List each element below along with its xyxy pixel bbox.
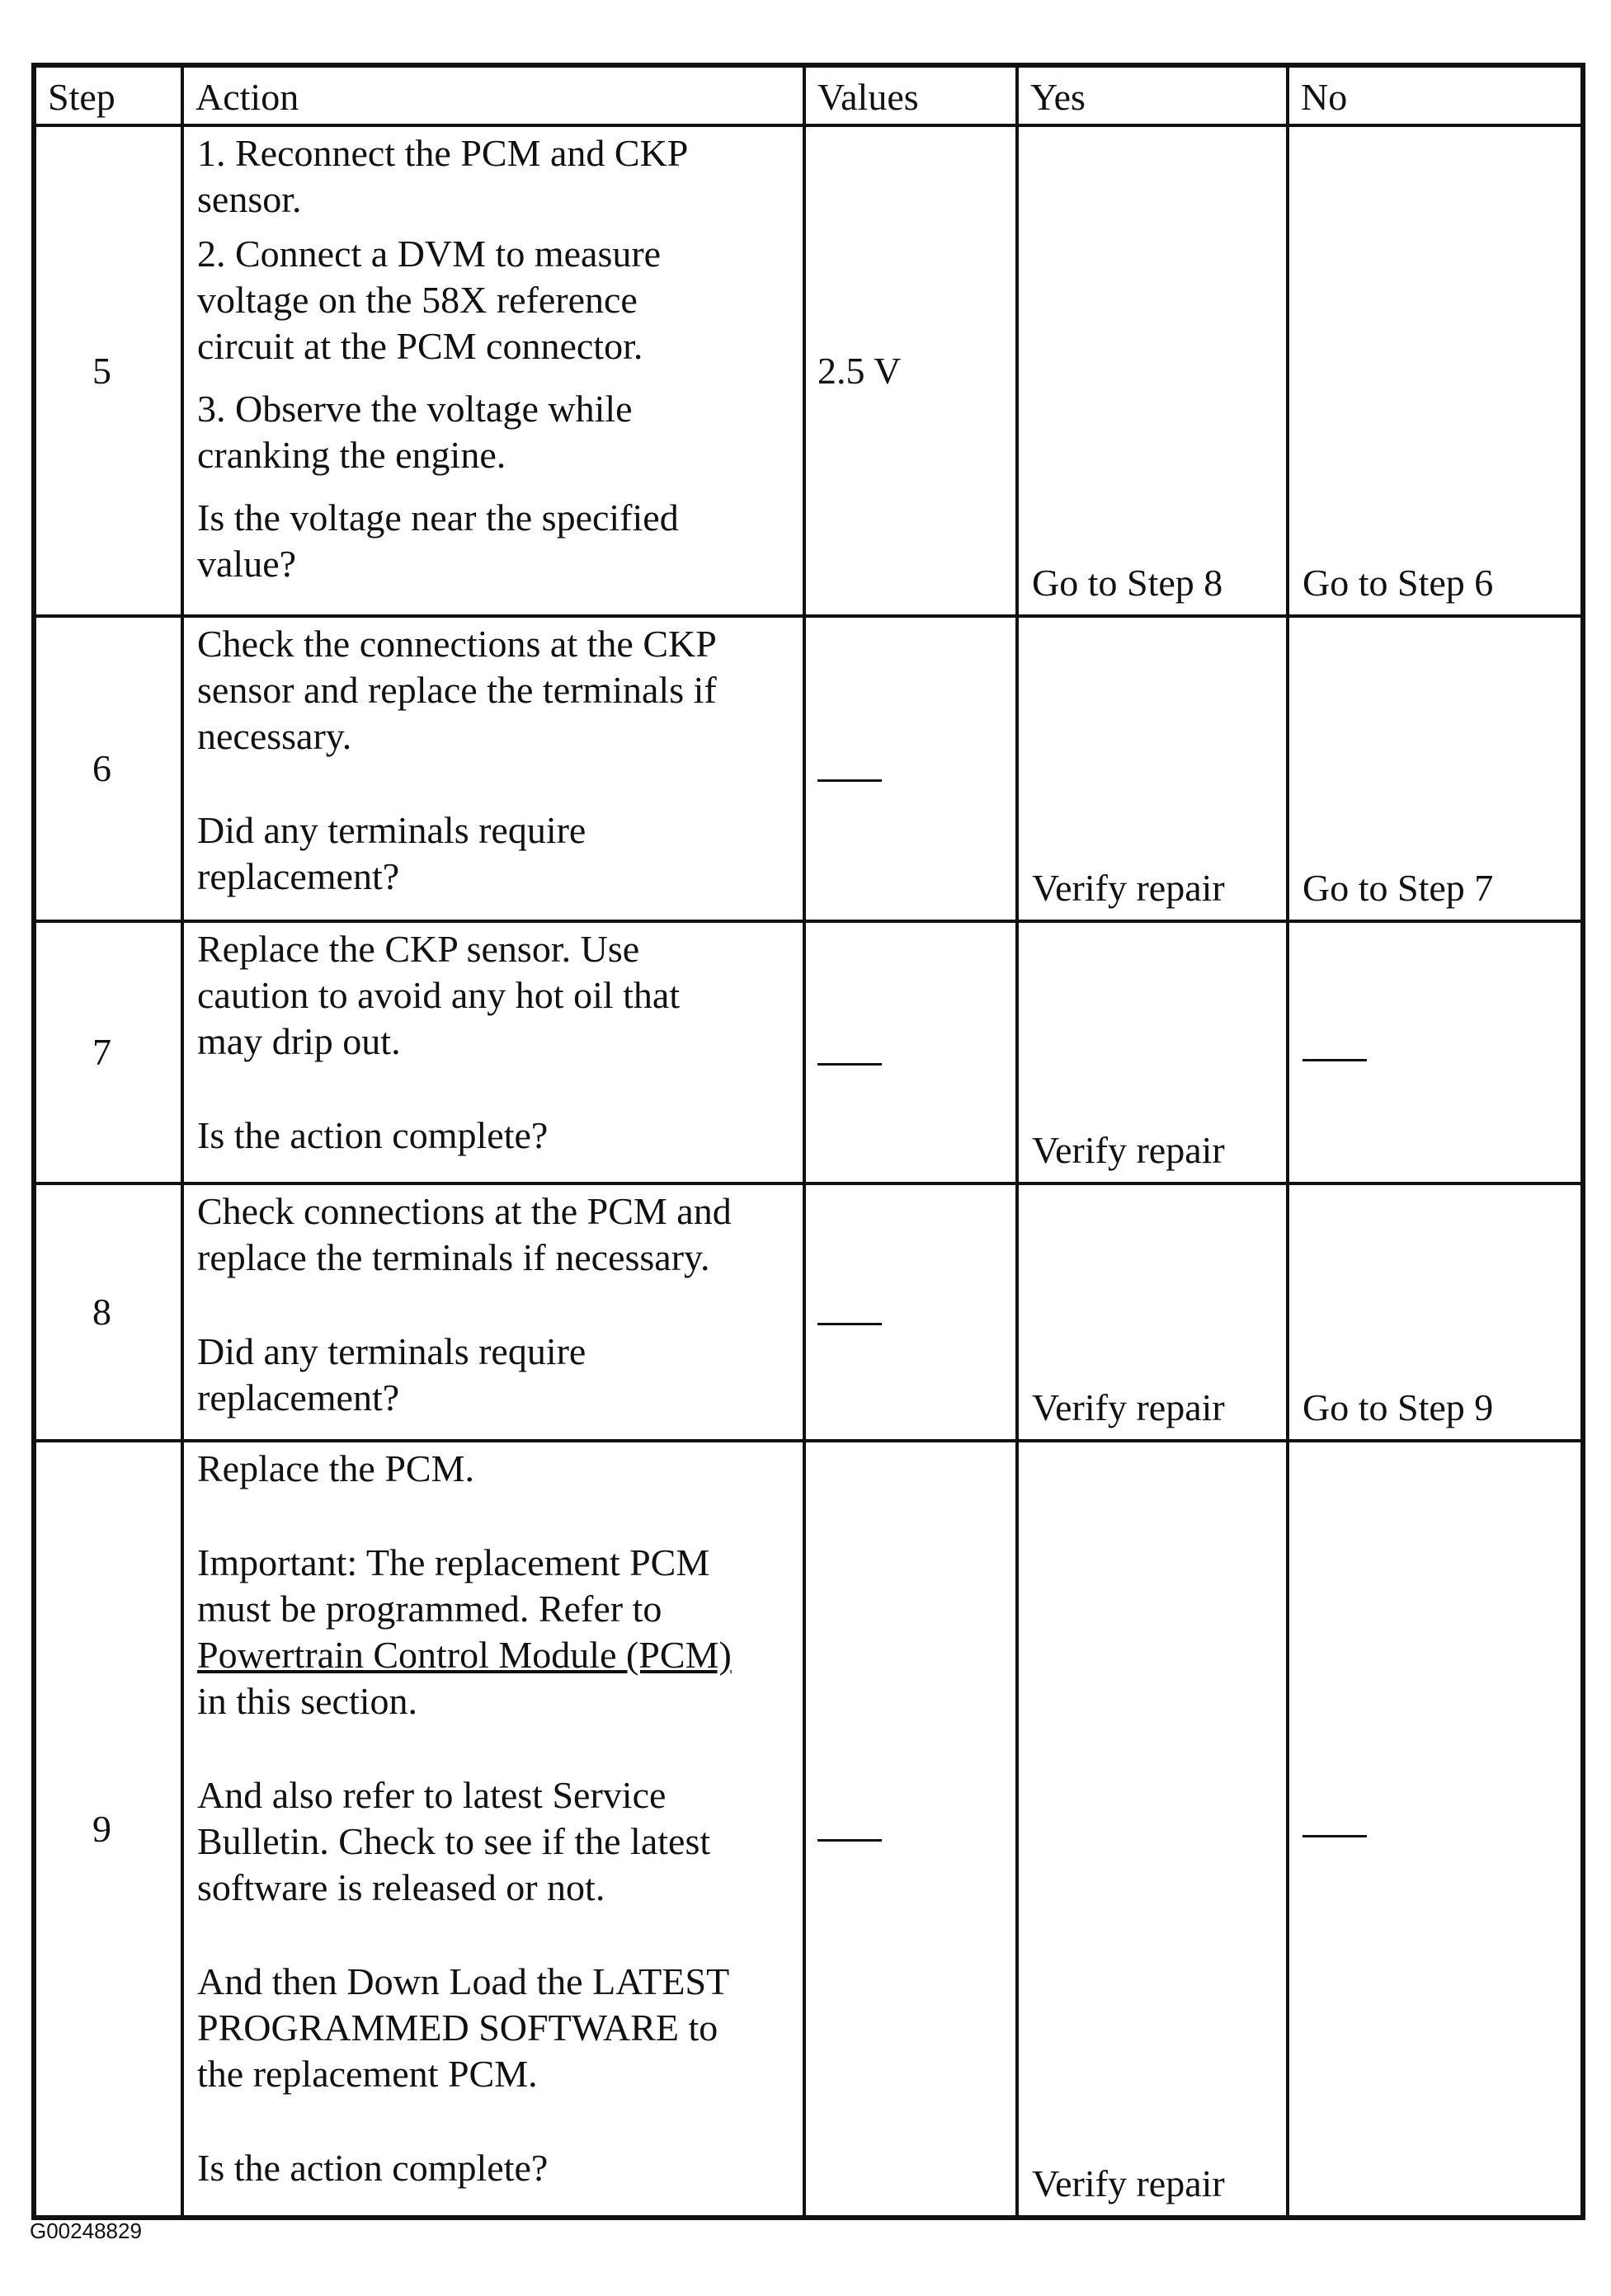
action-line: necessary. bbox=[197, 715, 352, 757]
action-line: the replacement PCM. bbox=[197, 2053, 538, 2095]
empty-value-dash bbox=[817, 1323, 882, 1325]
empty-no-dash bbox=[1302, 1059, 1367, 1061]
table-row-step-6 bbox=[34, 616, 1583, 921]
action-line: Bulletin. Check to see if the latest bbox=[197, 1820, 711, 1862]
step-number: 7 bbox=[34, 921, 182, 1183]
empty-value-dash bbox=[817, 779, 882, 782]
header-step: Step bbox=[34, 65, 182, 125]
action-line: Replace the CKP sensor. Use bbox=[197, 928, 640, 970]
action-cell bbox=[182, 1183, 804, 1441]
action-line: Check the connections at the CKP bbox=[197, 623, 717, 665]
action-line: replacement? bbox=[197, 1376, 400, 1419]
action-line: sensor. bbox=[197, 178, 302, 220]
no-cell: Go to Step 7 bbox=[1288, 616, 1583, 921]
figure-id-label: G00248829 bbox=[30, 2218, 142, 2243]
action-line: in this section. bbox=[197, 1680, 418, 1722]
value-cell bbox=[804, 1441, 1017, 2218]
table-row-step-8 bbox=[34, 1183, 1583, 1441]
pcm-reference-link[interactable]: Powertrain Control Module (PCM) bbox=[197, 1634, 732, 1676]
action-line: 3. Observe the voltage while bbox=[197, 388, 633, 430]
action-cell bbox=[182, 921, 804, 1183]
action-line: replace the terminals if necessary. bbox=[197, 1236, 710, 1278]
value-cell bbox=[804, 616, 1017, 921]
action-line: caution to avoid any hot oil that bbox=[197, 974, 681, 1016]
table-row-step-7 bbox=[34, 921, 1583, 1183]
header-row bbox=[34, 65, 1583, 125]
empty-no-dash bbox=[1302, 1835, 1367, 1837]
action-cell bbox=[182, 1441, 804, 2218]
action-line: 1. Reconnect the PCM and CKP bbox=[197, 132, 689, 174]
header-yes: Yes bbox=[1017, 65, 1288, 125]
yes-cell: Verify repair bbox=[1017, 1183, 1288, 1441]
diagnostic-table bbox=[31, 63, 1585, 2220]
yes-cell: Verify repair bbox=[1017, 616, 1288, 921]
action-line: software is released or not. bbox=[197, 1866, 605, 1908]
step-number: 6 bbox=[34, 616, 182, 921]
action-line: And then Down Load the LATEST bbox=[197, 1960, 730, 2002]
action-line: circuit at the PCM connector. bbox=[197, 325, 643, 367]
action-line: 2. Connect a DVM to measure bbox=[197, 233, 662, 275]
empty-value-dash bbox=[817, 1063, 882, 1066]
action-line: Replace the PCM. bbox=[197, 1447, 474, 1489]
header-action: Action bbox=[182, 65, 804, 125]
step-number: 9 bbox=[34, 1441, 182, 2218]
empty-value-dash bbox=[817, 1839, 882, 1842]
yes-cell: Verify repair bbox=[1017, 1441, 1288, 2218]
step-number: 5 bbox=[34, 125, 182, 616]
action-line: Check connections at the PCM and bbox=[197, 1190, 732, 1232]
no-cell: Go to Step 9 bbox=[1288, 1183, 1583, 1441]
action-line: sensor and replace the terminals if bbox=[197, 669, 717, 711]
action-line: PROGRAMMED SOFTWARE to bbox=[197, 2007, 718, 2049]
no-cell bbox=[1288, 921, 1583, 1183]
action-line: Is the voltage near the specified bbox=[197, 496, 679, 539]
yes-cell: Verify repair bbox=[1017, 921, 1288, 1183]
action-line: Is the action complete? bbox=[197, 2147, 549, 2189]
no-cell: Go to Step 6 bbox=[1288, 125, 1583, 616]
step-number: 8 bbox=[34, 1183, 182, 1441]
yes-cell: Go to Step 8 bbox=[1017, 125, 1288, 616]
no-cell bbox=[1288, 1441, 1583, 2218]
action-cell bbox=[182, 125, 804, 616]
header-no: No bbox=[1288, 65, 1583, 125]
value-cell: 2.5 V bbox=[804, 125, 1017, 616]
action-line: may drip out. bbox=[197, 1020, 401, 1062]
action-line: Is the action complete? bbox=[197, 1114, 549, 1156]
action-line: Did any terminals require bbox=[197, 1330, 586, 1372]
value-cell bbox=[804, 921, 1017, 1183]
action-cell bbox=[182, 616, 804, 921]
action-line: cranking the engine. bbox=[197, 434, 506, 476]
action-line: Did any terminals require bbox=[197, 809, 586, 851]
header-values: Values bbox=[804, 65, 1017, 125]
table-row-step-9 bbox=[34, 1441, 1583, 2218]
action-line: And also refer to latest Service bbox=[197, 1774, 667, 1816]
value-cell bbox=[804, 1183, 1017, 1441]
action-line: voltage on the 58X reference bbox=[197, 279, 638, 321]
action-line: must be programmed. Refer to bbox=[197, 1588, 662, 1630]
table-row-step-5 bbox=[34, 125, 1583, 616]
action-line: value? bbox=[197, 543, 297, 585]
action-line: Important: The replacement PCM bbox=[197, 1541, 710, 1583]
action-line: replacement? bbox=[197, 855, 400, 897]
